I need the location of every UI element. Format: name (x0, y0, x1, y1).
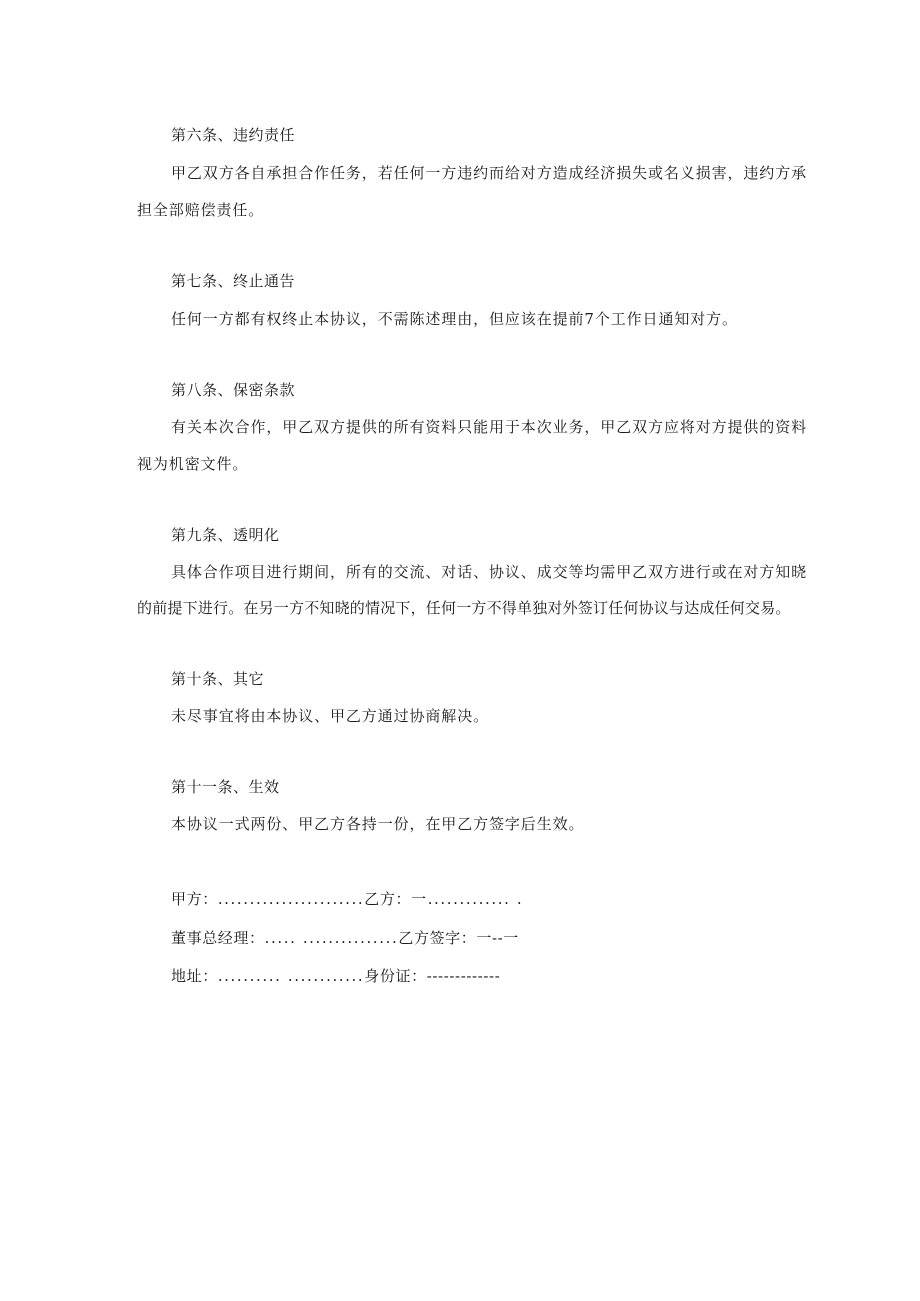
id-label: 身份证： (364, 967, 427, 985)
article-10-heading: 第十条、其它 (171, 670, 265, 688)
director-fill-line: ..... ............... (264, 929, 399, 947)
article-9-text-line-1: 具体合作项目进行期间，所有的交流、对话、协议、成交等均需甲乙双方进行或在对方知晓 (171, 563, 808, 581)
article-8-heading: 第八条、保密条款 (171, 381, 296, 399)
signature-row-director (171, 928, 519, 948)
address-label: 地址： (171, 967, 218, 985)
party-b-sign-label: 乙方签字： (398, 929, 477, 947)
party-a-label: 甲方： (171, 890, 218, 908)
article-10-text-line-1: 未尽事宜将由本协议、甲乙方通过协商解决。 (171, 707, 490, 725)
article-7-text-line-1: 任何一方都有权终止本协议，不需陈述理由，但应该在提前7个工作日通知对方。 (171, 310, 738, 328)
article-8-text-line-2: 视为机密文件。 (137, 455, 249, 473)
signature-row-party (171, 889, 523, 909)
party-a-fill-line: ....................... (217, 890, 365, 908)
signature-row-address (171, 966, 500, 986)
party-b-label: 乙方： (364, 890, 412, 908)
article-9-heading: 第九条、透明化 (171, 526, 280, 544)
address-fill-line: .......... ............ (217, 967, 365, 985)
director-label: 董事总经理： (171, 929, 265, 947)
party-b-sign-fill-line: 一--一 (476, 929, 519, 947)
party-b-fill-line: 一............. . (411, 890, 524, 908)
article-6-text-line-2: 担全部赔偿责任。 (137, 201, 265, 219)
article-8-text-line-1: 有关本次合作，甲乙双方提供的所有资料只能用于本次业务，甲乙双方应将对方提供的资料 (171, 418, 808, 436)
article-11-heading: 第十一条、生效 (171, 778, 280, 796)
id-fill-line: ------------- (426, 967, 501, 985)
article-7-heading: 第七条、终止通告 (171, 272, 296, 290)
article-9-text-line-2: 的前提下进行。在另一方不知晓的情况下，任何一方不得单独对外签订任何协议与达成任何交易。 (137, 599, 791, 617)
article-6-text-line-1: 甲乙双方各自承担合作任务，若任何一方违约而给对方造成经济损失或名义损害，违约方承 (171, 164, 808, 182)
article-11-text-line-1: 本协议一式两份、甲乙方各持一份，在甲乙方签字后生效。 (171, 815, 585, 833)
article-6-heading: 第六条、违约责任 (171, 126, 296, 144)
